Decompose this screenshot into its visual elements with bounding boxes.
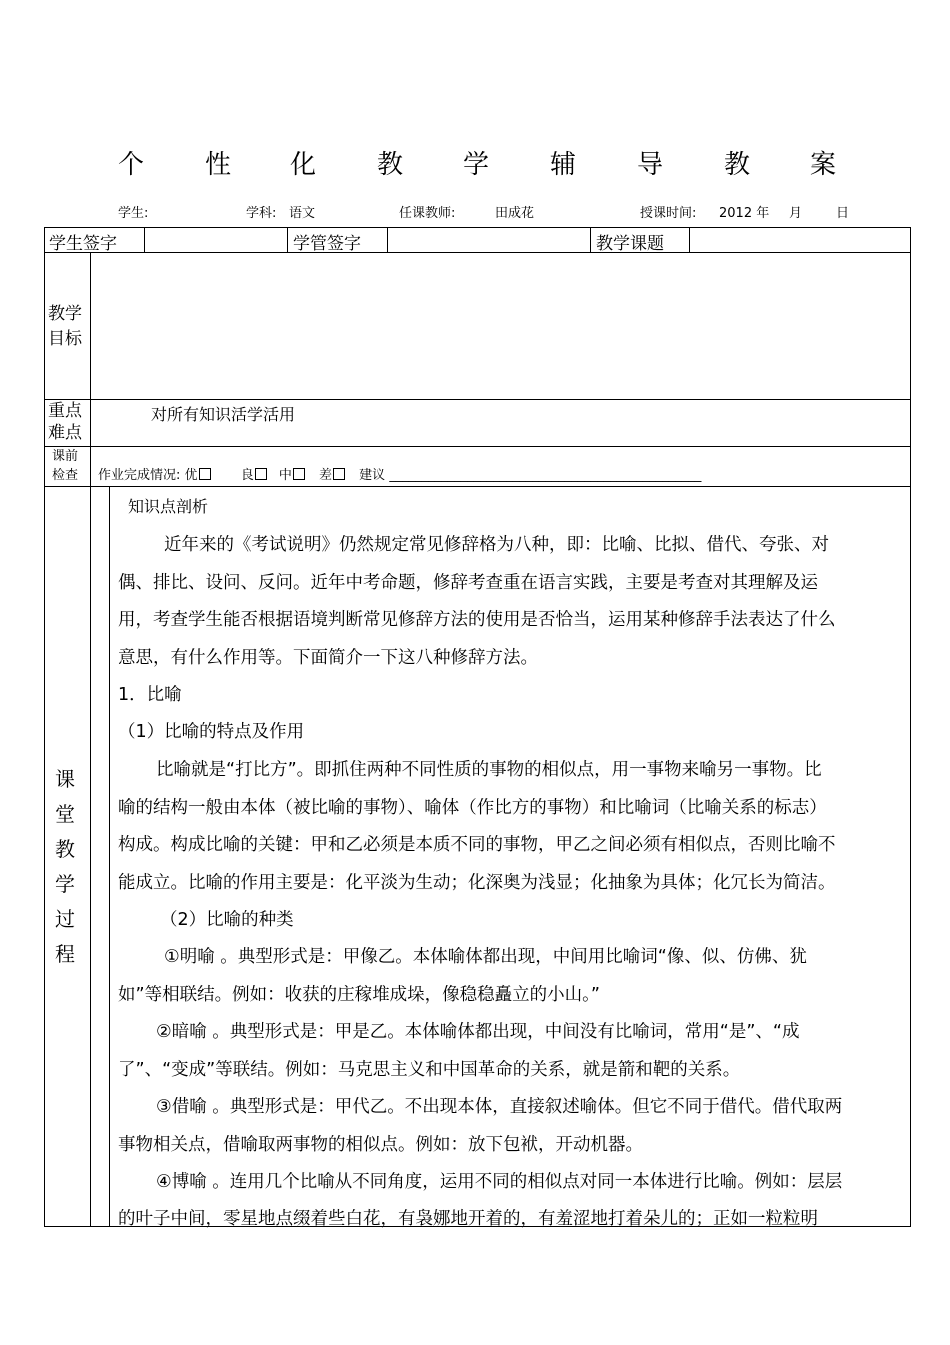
checkbox-good[interactable]: [255, 468, 267, 480]
paragraph-line: 喻的结构一般由本体（被比喻的事物）、喻体（作比方的事物）和比喻词（比喻关系的标志）: [118, 798, 827, 818]
paragraph-line: ②暗喻 。典型形式是：甲是乙。本体喻体都出现，中间没有比喻词，常用“是”、“成: [156, 1022, 800, 1042]
subheading: （1）比喻的特点及作用: [118, 722, 305, 742]
table-border: [44, 446, 911, 447]
title-char: 教: [377, 150, 404, 180]
option-excellent: 优: [184, 468, 198, 483]
time-month: 月: [789, 206, 803, 221]
checkbox-medium[interactable]: [293, 468, 305, 480]
title-char: 教: [724, 150, 751, 180]
paragraph-line: 比喻就是“打比方”。即抓住两种不同性质的事物的相似点，用一事物来喻另一事物。比: [156, 760, 822, 780]
paragraph-line: 用，考查学生能否根据语境判断常见修辞方法的使用是否恰当，运用某种修辞手法表达了什么: [118, 610, 836, 630]
title-char: 辅: [550, 150, 577, 180]
paragraph-line: 近年来的《考试说明》仍然规定常见修辞格为八种，即：比喻、比拟、借代、夸张、对: [164, 535, 829, 555]
paragraph-line: 能成立。比喻的作用主要是：化平淡为生动；化深奥为浅显；化抽象为具体；化冗长为简洁。: [118, 873, 836, 893]
subheading: （2）比喻的种类: [160, 910, 294, 930]
table-border: [44, 399, 911, 400]
section-heading: 知识点剖析: [128, 497, 209, 516]
teacher-value: 田成花: [495, 206, 535, 221]
subject-value: 语文: [289, 206, 316, 221]
lesson-topic-label: 教学课题: [596, 234, 664, 254]
table-border: [90, 446, 91, 486]
keypoints-value: 对所有知识活学活用: [151, 405, 296, 424]
table-border: [910, 227, 911, 1227]
objectives-label-line: 教学: [48, 304, 82, 324]
paragraph-line: 事物相关点，借喻取两事物的相似点。例如：放下包袱，开动机器。: [118, 1135, 643, 1155]
keypoints-label: [48, 400, 82, 444]
time-year: 2012 年: [719, 206, 770, 221]
time-label: 授课时间:: [640, 206, 697, 221]
homework-check-row: [98, 464, 701, 483]
suggestion-line[interactable]: ________________________________________________: [389, 468, 702, 483]
paragraph-line: 的叶子中间，零星地点缀着些白花，有袅娜地开着的，有羞涩地打着朵儿的；正如一粒粒明: [118, 1209, 818, 1229]
subheading: 1．比喻: [118, 685, 182, 705]
table-border: [90, 486, 91, 1226]
process-label-char: 程: [55, 942, 75, 966]
objectives-label-line: 目标: [48, 329, 82, 349]
process-label-char: 课: [55, 767, 75, 791]
paragraph-line: 偶、排比、设问、反问。近年中考命题，修辞考查重在语言实践，主要是考查对其理解及运: [118, 573, 818, 593]
precheck-label-line: 课前: [52, 449, 79, 464]
checkbox-excellent[interactable]: [199, 468, 211, 480]
title-char: 导: [637, 150, 664, 180]
paragraph-line: 意思，有什么作用等。下面简介一下这八种修辞方法。: [118, 648, 538, 668]
process-label-char: 学: [55, 872, 75, 896]
table-border: [109, 486, 110, 1226]
subject-label: 学科:: [246, 206, 277, 221]
table-border: [90, 252, 91, 399]
table-border: [44, 227, 45, 1227]
homework-label: 作业完成情况:: [98, 468, 181, 483]
title-char: 学: [463, 150, 490, 180]
process-label-char: 堂: [55, 802, 75, 826]
paragraph-line: ①明喻 。典型形式是：甲像乙。本体喻体都出现，中间用比喻词“像、似、仿佛、犹: [164, 947, 807, 967]
suggestion-label: 建议: [359, 468, 386, 483]
teacher-label: 任课教师:: [399, 206, 456, 221]
title-char: 化: [290, 150, 317, 180]
precheck-label: [52, 447, 78, 485]
manager-sign-label: 学管签字: [293, 234, 361, 254]
option-medium: 中: [278, 468, 292, 483]
table-border: [44, 486, 911, 487]
student-sign-label: 学生签字: [49, 234, 117, 254]
option-poor: 差: [319, 468, 333, 483]
title-char: 个: [118, 150, 145, 180]
paragraph-line: ③借喻 。典型形式是：甲代乙。不出现本体，直接叙述喻体。但它不同于借代。借代取两: [156, 1097, 843, 1117]
table-border: [90, 399, 91, 446]
title-char: 性: [205, 150, 232, 180]
paragraph-line: ④博喻 。连用几个比喻从不同角度，运用不同的相似点对同一本体进行比喻。例如：层层: [156, 1172, 843, 1192]
paragraph-line: 如”等相联结。例如：收获的庄稼堆成垛，像稳稳矗立的小山。”: [118, 985, 600, 1005]
table-border: [387, 227, 388, 252]
table-border: [590, 227, 591, 252]
student-label: 学生:: [118, 206, 149, 221]
checkbox-poor[interactable]: [333, 468, 345, 480]
option-good: 良: [240, 468, 254, 483]
title-char: 案: [810, 150, 837, 180]
table-border: [44, 252, 911, 253]
table-border: [144, 227, 145, 252]
process-label-char: 过: [55, 907, 75, 931]
objectives-label: [48, 302, 82, 352]
precheck-label-line: 检查: [52, 468, 79, 483]
paragraph-line: 了”、“变成”等联结。例如：马克思主义和中国革命的关系，就是箭和靶的关系。: [118, 1060, 741, 1080]
table-border: [44, 227, 911, 228]
keypoints-label-line: 重点: [48, 401, 82, 421]
table-border: [689, 227, 690, 252]
keypoints-label-line: 难点: [48, 423, 82, 443]
time-day: 日: [836, 206, 850, 221]
table-border: [287, 227, 288, 252]
process-label-char: 教: [55, 837, 75, 861]
paragraph-line: 构成。构成比喻的关键：甲和乙必须是本质不同的事物，甲乙之间必须有相似点，否则比喻不: [118, 835, 836, 855]
